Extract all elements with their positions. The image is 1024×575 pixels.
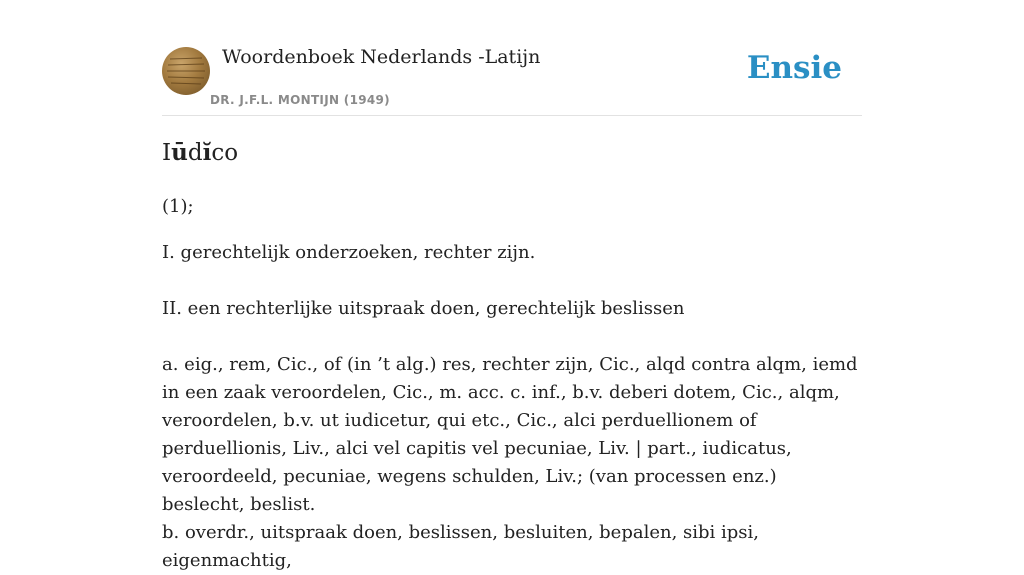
sense-a: a. eig., rem, Cic., of (in ’t alg.) res, rechter zijn, Cic., alqd contra alqm, iemd in een zaak veroordelen, Cic., m. acc. c. inf., b.v. deberi dotem, Cic., alqm, veroordelen, b.v. ut iudicetur, qui etc., Cic., alci perduellionem of perduellionis, Liv., alci vel capitis vel pecuniae, Liv. | part., iudicatus, veroordeeld, pecuniae, wegens schulden, Liv.; (van processen enz.) beslecht, beslist. bbox=[162, 354, 858, 515]
page-container bbox=[162, 0, 862, 571]
headword-part: co bbox=[211, 140, 239, 166]
dictionary-header bbox=[162, 0, 862, 116]
sense-2: II. een rechterlijke uitspraak doen, gerechtelijk beslissen bbox=[162, 298, 685, 319]
dictionary-author: DR. J.F.L. MONTIJN (1949) bbox=[210, 93, 390, 107]
grammar-info: (1); bbox=[162, 196, 194, 217]
inscription-icon bbox=[162, 47, 210, 95]
sense-1: I. gerechtelijk onderzoeken, rechter zijn. bbox=[162, 242, 536, 263]
entry-body bbox=[162, 193, 862, 575]
entry-headword bbox=[162, 139, 238, 166]
headword-part: I bbox=[162, 140, 172, 166]
ensie-logo[interactable]: Ensie bbox=[746, 50, 842, 86]
headword-part: ĭ bbox=[202, 139, 212, 166]
book-cover-icon[interactable] bbox=[162, 47, 210, 95]
headword-part: ū bbox=[171, 139, 188, 166]
headword-part: d bbox=[187, 140, 203, 166]
dictionary-title[interactable]: Woordenboek Nederlands -Latijn bbox=[222, 46, 541, 68]
sense-b: b. overdr., uitspraak doen, beslissen, besluiten, bepalen, sibi ipsi, eigenmachtig, bbox=[162, 522, 760, 571]
